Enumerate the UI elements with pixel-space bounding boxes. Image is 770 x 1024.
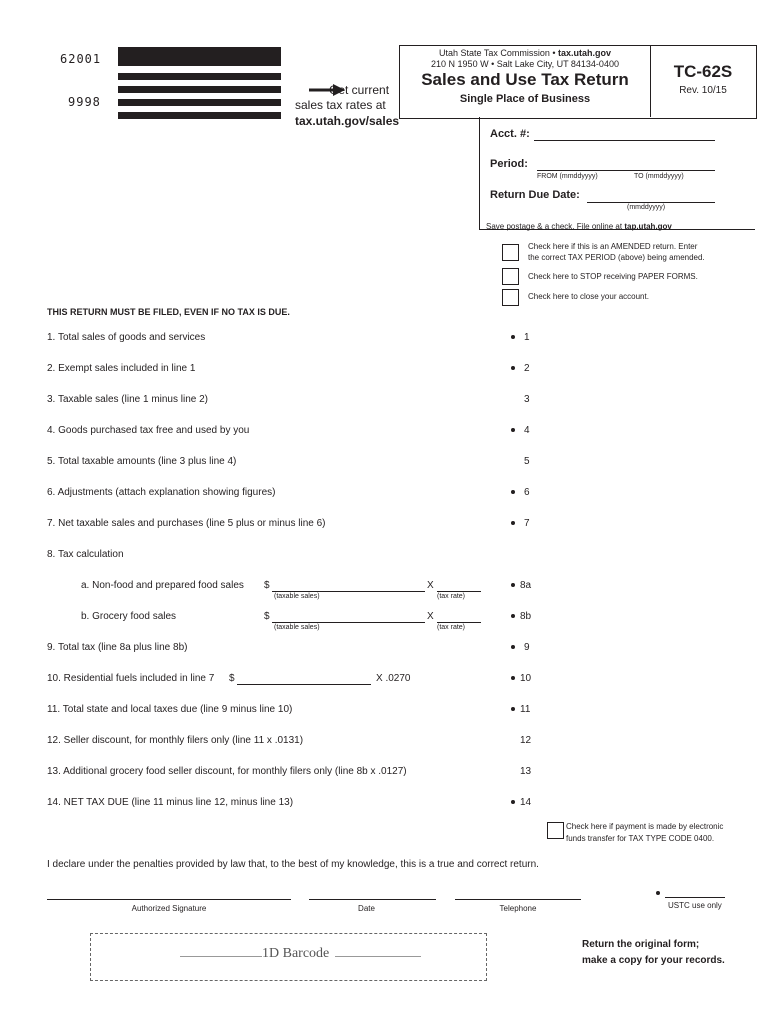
save-note [486, 222, 672, 231]
bullet-marker [511, 800, 515, 804]
date-caption: Date [358, 904, 375, 913]
line-10-multiplier: X .0270 [376, 673, 411, 684]
must-file-notice: THIS RETURN MUST BE FILED, EVEN IF NO TAX IS DUE. [47, 307, 290, 317]
rates-url[interactable]: tax.utah.gov/sales [295, 114, 400, 128]
bullet-marker [511, 366, 515, 370]
line-8a-tax-rate-field[interactable] [437, 591, 481, 592]
form-revision: Rev. 10/15 [679, 85, 727, 96]
line-1-label: 1. Total sales of goods and services [47, 332, 206, 343]
form-title: Sales and Use Tax Return [421, 70, 629, 89]
scan-bar [118, 112, 281, 119]
due-date-caption: (mmddyyyy) [627, 204, 666, 211]
return-note-line1: Return the original form; [582, 939, 700, 950]
line-8-label: 8. Tax calculation [47, 549, 124, 560]
line-10-residential-fuels-field[interactable] [237, 684, 371, 685]
barcode-label: 1D Barcode [262, 946, 330, 961]
line-8b-label: b. Grocery food sales [81, 611, 177, 622]
telephone-caption: Telephone [499, 904, 537, 913]
save-note-text: Save postage & a check. File online at [486, 222, 623, 231]
line-10-number[interactable]: 10 [520, 673, 532, 684]
barcode-rule-left [180, 956, 262, 957]
taxable-sales-caption: (taxable sales) [274, 593, 320, 600]
line-12-number[interactable]: 12 [520, 735, 532, 746]
acct-field[interactable] [534, 140, 715, 141]
account-frame-left [479, 117, 480, 229]
amended-text [528, 241, 705, 263]
line-4-number[interactable]: 4 [524, 425, 530, 436]
line-2-number[interactable]: 2 [524, 363, 530, 374]
close-account-text: Check here to close your account. [528, 292, 649, 301]
form-code-top: 62001 [60, 52, 102, 66]
return-note-line2: make a copy for your records. [582, 955, 725, 966]
line-13-number[interactable]: 13 [520, 766, 532, 777]
agency-name: Utah State Tax Commission [438, 48, 550, 58]
dollar-sign: $ [264, 611, 270, 622]
bullet-marker [511, 614, 515, 618]
line-14-number[interactable]: 14 [520, 797, 532, 808]
line-7-label: 7. Net taxable sales and purchases (line 5 plus or minus line 6) [47, 518, 326, 529]
barcode-rule-right [335, 956, 421, 957]
eft-line2: funds transfer for TAX TYPE CODE 0400. [566, 834, 715, 843]
ustc-caption: USTC use only [668, 901, 722, 910]
scan-bar [118, 99, 281, 106]
taxable-sales-caption: (taxable sales) [274, 624, 320, 631]
stop-paper-checkbox[interactable] [502, 268, 519, 285]
times-sign: X [427, 611, 434, 622]
telephone-field[interactable] [455, 899, 581, 900]
scan-bar [118, 73, 281, 80]
bullet-marker [511, 583, 515, 587]
due-date-label: Return Due Date: [490, 189, 580, 201]
bullet-marker [511, 645, 515, 649]
line-13-label: 13. Additional grocery food seller discount, for monthly filers only (line 8b x .0127) [47, 766, 407, 777]
rates-line2: sales tax rates at [295, 98, 386, 112]
bullet-marker [511, 335, 515, 339]
line-11-label: 11. Total state and local taxes due (line 9 minus line 10) [47, 704, 293, 715]
form-id: TC-62S [673, 62, 733, 81]
line-4-label: 4. Goods purchased tax free and used by you [47, 425, 250, 436]
line-8b-taxable-sales-field[interactable] [272, 622, 425, 623]
line-14-label: 14. NET TAX DUE (line 11 minus line 12, minus line 13) [47, 797, 294, 808]
bullet-marker [511, 490, 515, 494]
line-5-label: 5. Total taxable amounts (line 3 plus line 4) [47, 456, 237, 467]
amended-checkbox[interactable] [502, 244, 519, 261]
scan-bar [118, 86, 281, 93]
line-3-number[interactable]: 3 [524, 394, 530, 405]
period-to-caption: TO (mmddyyyy) [634, 173, 684, 180]
line-8b-tax-rate-field[interactable] [437, 622, 481, 623]
stop-paper-text: Check here to STOP receiving PAPER FORMS. [528, 272, 698, 281]
acct-label: Acct. #: [490, 128, 530, 140]
form-subtitle: Single Place of Business [459, 93, 591, 105]
line-8a-number[interactable]: 8a [520, 580, 532, 591]
eft-text [566, 821, 723, 845]
declaration-text: I declare under the penalties provided by law that, to the best of my knowledge, this is a true and correct return. [47, 859, 539, 870]
period-from-caption: FROM (mmddyyyy) [537, 173, 598, 180]
times-sign: X [427, 580, 434, 591]
dollar-sign: $ [229, 673, 235, 684]
line-2-label: 2. Exempt sales included in line 1 [47, 363, 196, 374]
tax-rate-caption: (tax rate) [437, 624, 466, 631]
signature-field[interactable] [47, 899, 291, 900]
line-1-number[interactable]: 1 [524, 332, 530, 343]
eft-checkbox[interactable] [547, 822, 564, 839]
close-account-checkbox[interactable] [502, 289, 519, 306]
tax-rate-caption: (tax rate) [437, 593, 466, 600]
agency-line: Utah State Tax Commission • tax.utah.gov [438, 48, 612, 58]
ustc-field [665, 897, 725, 898]
period-label: Period: [490, 158, 528, 170]
line-10-label: 10. Residential fuels included in line 7 [47, 673, 215, 684]
line-8a-taxable-sales-field[interactable] [272, 591, 425, 592]
line-11-number[interactable]: 11 [520, 704, 531, 715]
line-9-label: 9. Total tax (line 8a plus line 8b) [47, 642, 188, 653]
agency-address: 210 N 1950 W • Salt Lake City, UT 84134-0400 [431, 59, 619, 69]
date-field[interactable] [309, 899, 436, 900]
bullet-marker [656, 891, 660, 895]
dollar-sign: $ [264, 580, 270, 591]
agency-site[interactable]: tax.utah.gov [558, 48, 612, 58]
eft-line1: Check here if payment is made by electronic [566, 822, 724, 831]
rates-line1: Get current [329, 83, 390, 97]
line-8b-number[interactable]: 8b [520, 611, 532, 622]
bullet-marker [511, 428, 515, 432]
period-field[interactable] [537, 170, 715, 171]
line-6-label: 6. Adjustments (attach explanation showing figures) [47, 487, 276, 498]
line-3-label: 3. Taxable sales (line 1 minus line 2) [47, 394, 209, 405]
line-8a-label: a. Non-food and prepared food sales [81, 580, 244, 591]
scan-bar [118, 47, 281, 66]
line-5-number[interactable]: 5 [524, 456, 530, 467]
tap-link[interactable]: tap.utah.gov [624, 222, 672, 231]
amended-line1: Check here if this is an AMENDED return. Enter [528, 242, 698, 251]
bullet-marker [511, 707, 515, 711]
bullet-marker [511, 676, 515, 680]
amended-line2: the correct TAX PERIOD (above) being amended. [528, 253, 705, 262]
signature-caption: Authorized Signature [131, 904, 207, 913]
line-12-label: 12. Seller discount, for monthly filers only (line 11 x .0131) [47, 735, 304, 746]
line-7-number[interactable]: 7 [524, 518, 530, 529]
return-note [582, 937, 725, 969]
line-9-number[interactable]: 9 [524, 642, 530, 653]
due-date-field[interactable] [587, 202, 715, 203]
bullet-marker [511, 521, 515, 525]
line-6-number[interactable]: 6 [524, 487, 530, 498]
form-code-bottom: 9998 [68, 95, 101, 109]
